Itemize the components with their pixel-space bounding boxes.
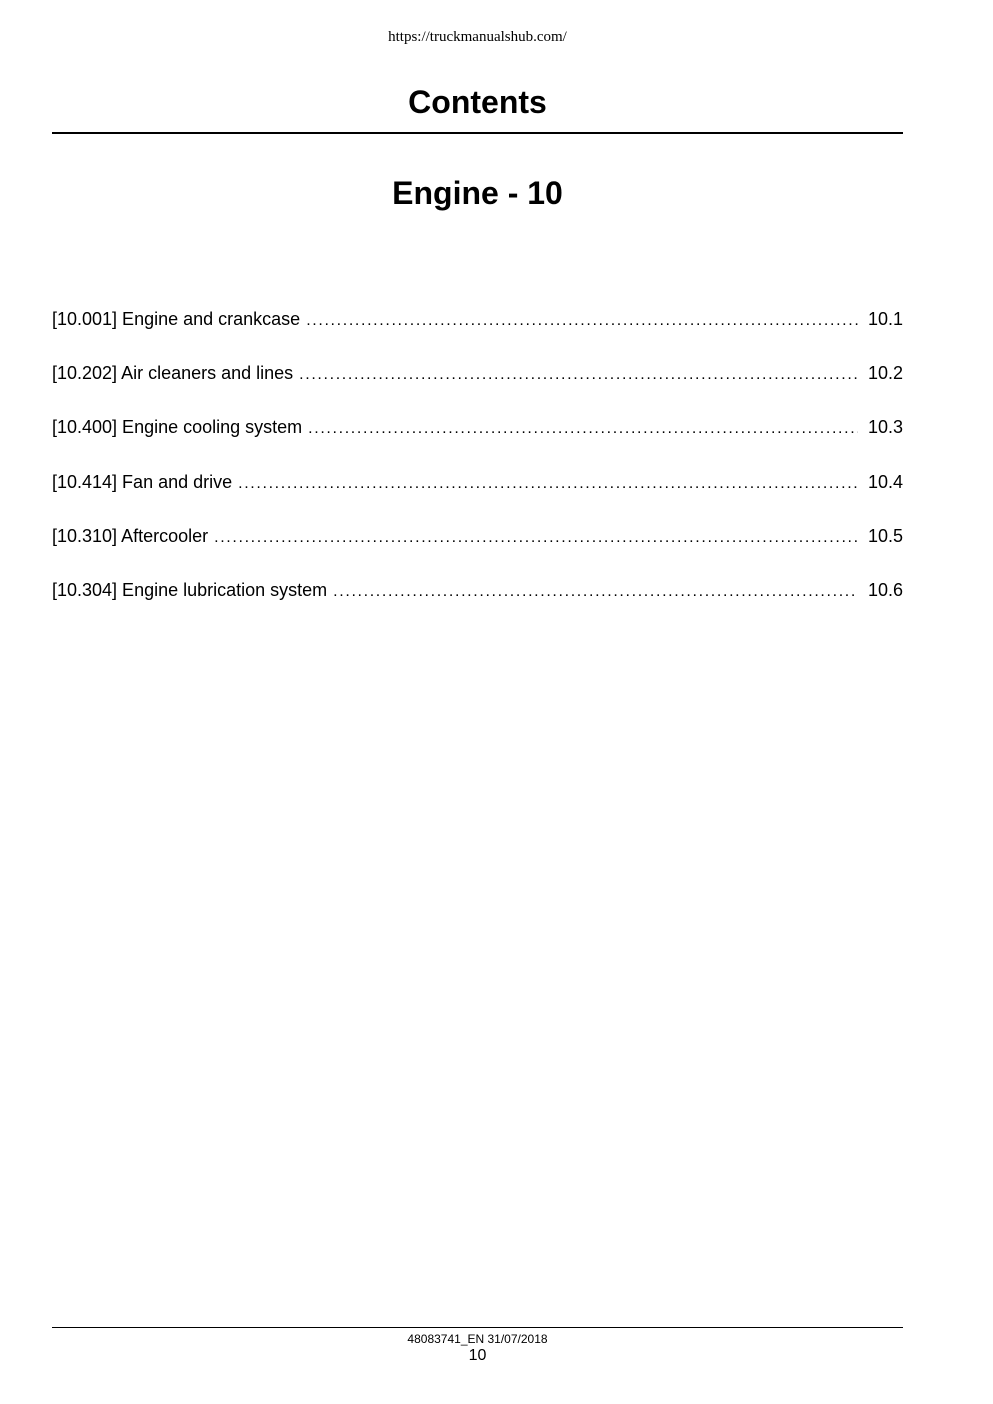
toc-entry-page[interactable]: 10.4 bbox=[867, 471, 903, 492]
toc-entry-title[interactable]: [10.304] Engine lubrication system bbox=[52, 579, 328, 600]
section-title: Engine - 10 bbox=[392, 175, 563, 211]
toc-leader-dots bbox=[306, 309, 858, 333]
footer-divider bbox=[52, 1327, 903, 1328]
toc-entry-title[interactable]: [10.310] Aftercooler bbox=[52, 525, 209, 546]
footer-document-id: 48083741_EN 31/07/2018 bbox=[407, 1332, 548, 1346]
footer-page-number: 10 bbox=[468, 1347, 487, 1364]
table-of-contents bbox=[52, 307, 903, 632]
toc-entry[interactable] bbox=[52, 307, 903, 361]
toc-entry[interactable] bbox=[52, 470, 903, 524]
toc-leader-dots bbox=[308, 417, 858, 441]
toc-entry-title[interactable]: [10.400] Engine cooling system bbox=[52, 417, 303, 438]
toc-leader-dots bbox=[333, 580, 858, 604]
toc-leader-dots bbox=[238, 472, 858, 496]
toc-entry-title[interactable]: [10.001] Engine and crankcase bbox=[52, 309, 301, 329]
toc-entry[interactable] bbox=[52, 415, 903, 469]
toc-entry-title[interactable]: [10.202] Air cleaners and lines bbox=[52, 363, 294, 384]
toc-entry[interactable] bbox=[52, 361, 903, 415]
toc-leader-dots bbox=[299, 363, 858, 387]
toc-entry[interactable] bbox=[52, 524, 903, 578]
page-title: Contents bbox=[408, 84, 547, 120]
header-url: https://truckmanualshub.com/ bbox=[388, 29, 567, 45]
toc-entry-page[interactable]: 10.2 bbox=[867, 363, 903, 384]
toc-entry-page[interactable]: 10.3 bbox=[867, 417, 903, 438]
toc-leader-dots bbox=[214, 526, 858, 550]
toc-entry-page[interactable]: 10.6 bbox=[867, 579, 903, 600]
toc-entry-page[interactable]: 10.1 bbox=[867, 309, 903, 329]
toc-entry[interactable] bbox=[52, 578, 903, 632]
header-divider bbox=[52, 132, 903, 134]
toc-entry-title[interactable]: [10.414] Fan and drive bbox=[52, 471, 233, 492]
toc-entry-page[interactable]: 10.5 bbox=[867, 525, 903, 546]
